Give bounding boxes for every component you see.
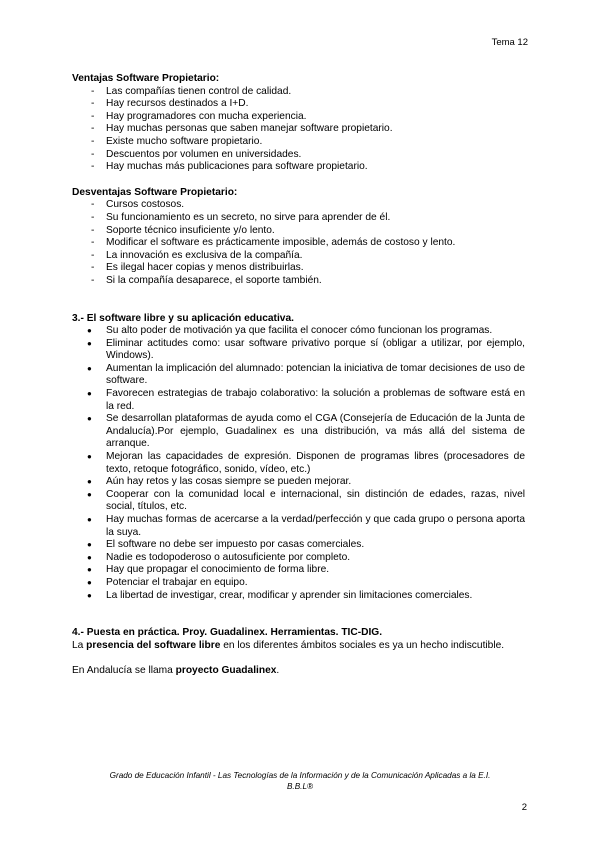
- page-number: 2: [521, 802, 527, 813]
- list-item: ● Aumentan la implicación del alumnado: potencian la iniciativa de tomar decisiones de uso de software.: [72, 363, 525, 388]
- section3-heading: 3.- El software libre y su aplicación educativa.: [72, 312, 294, 324]
- list-item: ● Hay muchas formas de acercarse a la verdad/perfección y que cada grupo o persona aporta la suya.: [72, 514, 525, 539]
- list-item: ● Su alto poder de motivación ya que facilita el conocer cómo funcionan los programas.: [72, 325, 525, 338]
- pros-list: [72, 86, 525, 174]
- list-item: ● El software no debe ser impuesto por casas comerciales.: [72, 539, 525, 552]
- cons-heading: Desventajas Software Propietario:: [72, 186, 238, 198]
- list-item: ● Nadie es todopoderoso o autosuficiente por completo.: [72, 552, 525, 565]
- list-item: - La innovación es exclusiva de la compañía.: [72, 250, 525, 263]
- list-item: ● Favorecen estrategias de trabajo colaborativo: la solución a problemas de software está en la red.: [72, 388, 525, 413]
- list-item: ● Aún hay retos y las cosas siempre se pueden mejorar.: [72, 476, 525, 489]
- emphasis-text: proyecto Guadalinex: [175, 665, 277, 677]
- list-item: ● La libertad de investigar, crear, modificar y aprender sin limitaciones comerciales.: [72, 590, 525, 603]
- list-item: ● Hay que propagar el conocimiento de forma libre.: [72, 564, 525, 577]
- list-item: - Soporte técnico insuficiente y/o lento.: [72, 225, 525, 238]
- emphasis-text: presencia del software libre: [86, 639, 221, 651]
- list-item: ● Se desarrollan plataformas de ayuda como el CGA (Consejería de Educación de la Junta de Andalucía).Por ejemplo, Guadalinex es una distribución, va más allá del sistema de arranque.: [72, 413, 525, 451]
- section4-paragraph-1: La presencia del software libre en los diferentes ámbitos sociales es ya un hecho indiscutible.: [72, 639, 505, 651]
- list-item: - Su funcionamiento es un secreto, no sirve para aprender de él.: [72, 212, 525, 225]
- list-item: - Descuentos por volumen en universidades.: [72, 149, 525, 162]
- list-item: - Si la compañía desaparece, el soporte también.: [72, 275, 525, 288]
- footer-author-line: B.B.L®: [286, 782, 314, 791]
- page-header-topic: Tema 12: [491, 37, 528, 48]
- list-item: - Las compañías tienen control de calidad.: [72, 86, 525, 99]
- list-item: ● Cooperar con la comunidad local e internacional, sin distinción de edades, razas, nivel social, títulos, etc.: [72, 489, 525, 514]
- list-item: - Hay recursos destinados a I+D.: [72, 98, 525, 111]
- pros-heading: Ventajas Software Propietario:: [72, 73, 220, 84]
- list-item: - Cursos costosos.: [72, 199, 525, 212]
- cons-list: [72, 199, 525, 287]
- section4-heading: 4.- Puesta en práctica. Proy. Guadalinex. Herramientas. TIC-DIG.: [72, 627, 383, 639]
- footer-course-line: Grado de Educación Infantil - Las Tecnologías de la Información y de la Comunicación Aplicadas a la E.I.: [109, 771, 491, 780]
- list-item: ● Potenciar el trabajar en equipo.: [72, 577, 525, 590]
- list-item: ● Eliminar actitudes como: usar software privativo porque sí (obligar a utilizar, por ejemplo, Windows).: [72, 338, 525, 363]
- list-item: - Modificar el software es prácticamente imposible, además de costoso y lento.: [72, 237, 525, 250]
- list-item: - Hay programadores con mucha experiencia.: [72, 111, 525, 124]
- list-item: - Existe mucho software propietario.: [72, 136, 525, 149]
- list-item: ● Mejoran las capacidades de expresión. Disponen de programas libres (procesadores de texto, retoque fotográfico, sonido, vídeo, etc.): [72, 451, 525, 476]
- list-item: - Hay muchas personas que saben manejar software propietario.: [72, 123, 525, 136]
- document-body: [72, 73, 525, 678]
- page-footer: [72, 770, 528, 792]
- list-item: - Hay muchas más publicaciones para software propietario.: [72, 161, 525, 174]
- list-item: - Es ilegal hacer copias y menos distribuirlas.: [72, 262, 525, 275]
- section4-paragraph-2: En Andalucía se llama proyecto Guadalinex.: [72, 665, 280, 677]
- section3-list: [72, 325, 525, 602]
